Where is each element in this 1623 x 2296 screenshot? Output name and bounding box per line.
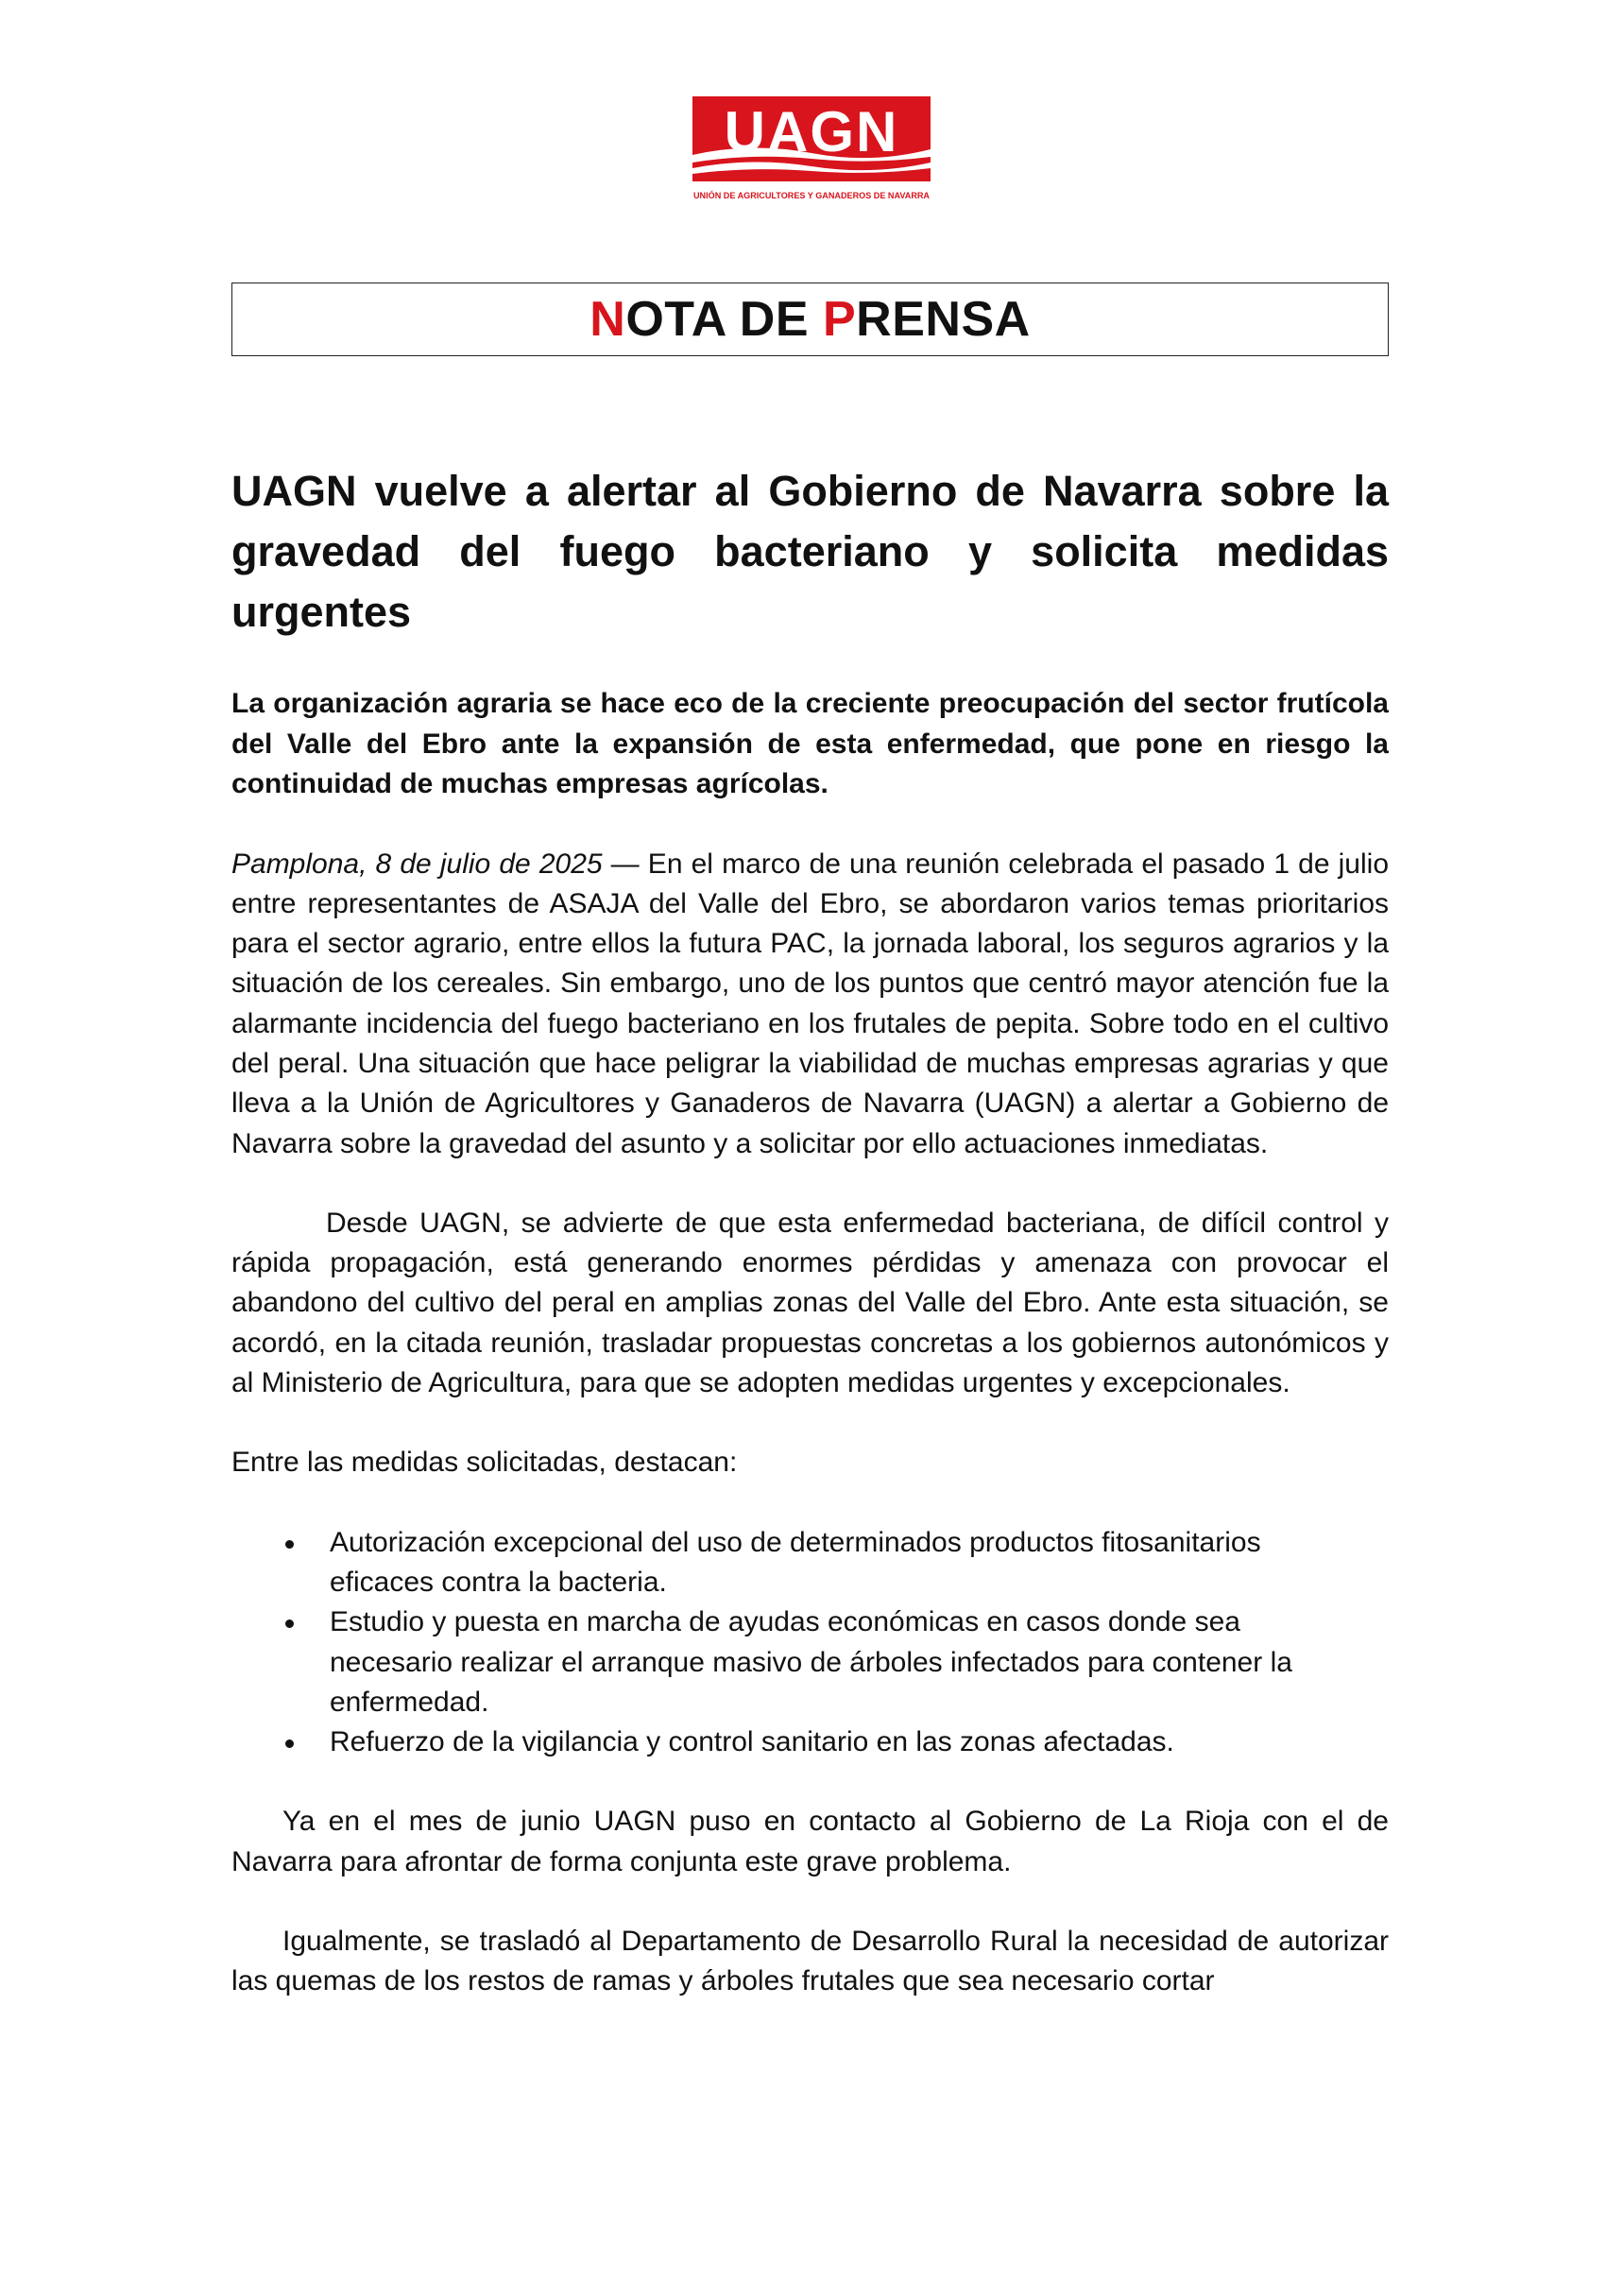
list-item: Estudio y puesta en marcha de ayudas económicas en casos donde sea necesario realizar el arranque masivo de árboles infectados para contener la enfermedad. [231,1602,1389,1722]
paragraph-3: Entre las medidas solicitadas, destacan: [231,1447,738,1479]
logo-subtitle: UNIÓN DE AGRICULTORES Y GANADEROS DE NAVARRA [693,191,931,201]
logo-wordmark: UAGN [724,100,899,163]
paragraph-2: Desde UAGN, se advierte de que esta enfermedad bacteriana, de difícil control y rápida propagación, está generando enormes pérdidas y amenaza con provocar el abandono del cultivo del peral en amplias zonas del Valle del Ebro. Ante esta situación, se acordó, en la citada reunión, trasladar propuestas concretas a los gobiernos autonómicos y al Ministerio de Agricultura, para que se adopten medidas urgentes y excepcionales. [231,1207,1389,1399]
place-date: Pamplona, 8 de julio de 2025 [231,848,603,880]
paragraph-5: Igualmente, se trasladó al Departamento de Desarrollo Rural la necesidad de autorizar las quemas de los restos de ramas y árboles frutales que sea necesario cortar [231,1926,1389,1997]
list-item: Autorización excepcional del uso de determinados productos fitosanitarios eficaces contra la bacteria. [231,1523,1389,1603]
title-initial-p: P [822,292,857,347]
title-part: OTA DE [625,292,823,347]
title-part: RENSA [856,292,1031,347]
title-initial-n: N [589,292,626,347]
article-headline: UAGN vuelve a alertar al Gobierno de Navarra sobre la gravedad del fuego bacteriano y solicita medidas urgentes [231,467,1389,636]
uagn-logo [692,96,931,203]
paragraph-1 [231,845,1389,1164]
article-body [231,461,1389,2002]
list-item: Refuerzo de la vigilancia y control sanitario en las zonas afectadas. [231,1722,1389,1762]
paragraph-4: Ya en el mes de junio UAGN puso en contacto al Gobierno de La Rioja con el de Navarra para afrontar de forma conjunta este grave problema. [231,1806,1389,1877]
press-release-title [589,291,1030,348]
article-lead: La organización agraria se hace eco de la creciente preocupación del sector frutícola del Valle del Ebro ante la expansión de esta enfermedad, que pone en riesgo la continuidad de muchas empresas agrícolas. [231,688,1389,799]
paragraph-1-text: — En el marco de una reunión celebrada el pasado 1 de julio entre representantes de ASAJA del Valle del Ebro, se abordaron varios temas prioritarios para el sector agrario, entre ellos la futura PAC, la jornada laboral, los seguros agrarios y la situación de los cereales. Sin embargo, uno de los puntos que centró mayor atención fue la alarmante incidencia del fuego bacteriano en los frutales de pepita. Sobre todo en el cultivo del peral. Una situación que hace peligrar la viabilidad de muchas empresas agrarias y que lleva a la Unión de Agricultores y Ganaderos de Navarra (UAGN) a alertar a Gobierno de Navarra sobre la gravedad del asunto y a solicitar por ello actuaciones inmediatas. [231,848,1389,1159]
press-release-banner [231,283,1389,356]
measures-list [231,1523,1389,1763]
